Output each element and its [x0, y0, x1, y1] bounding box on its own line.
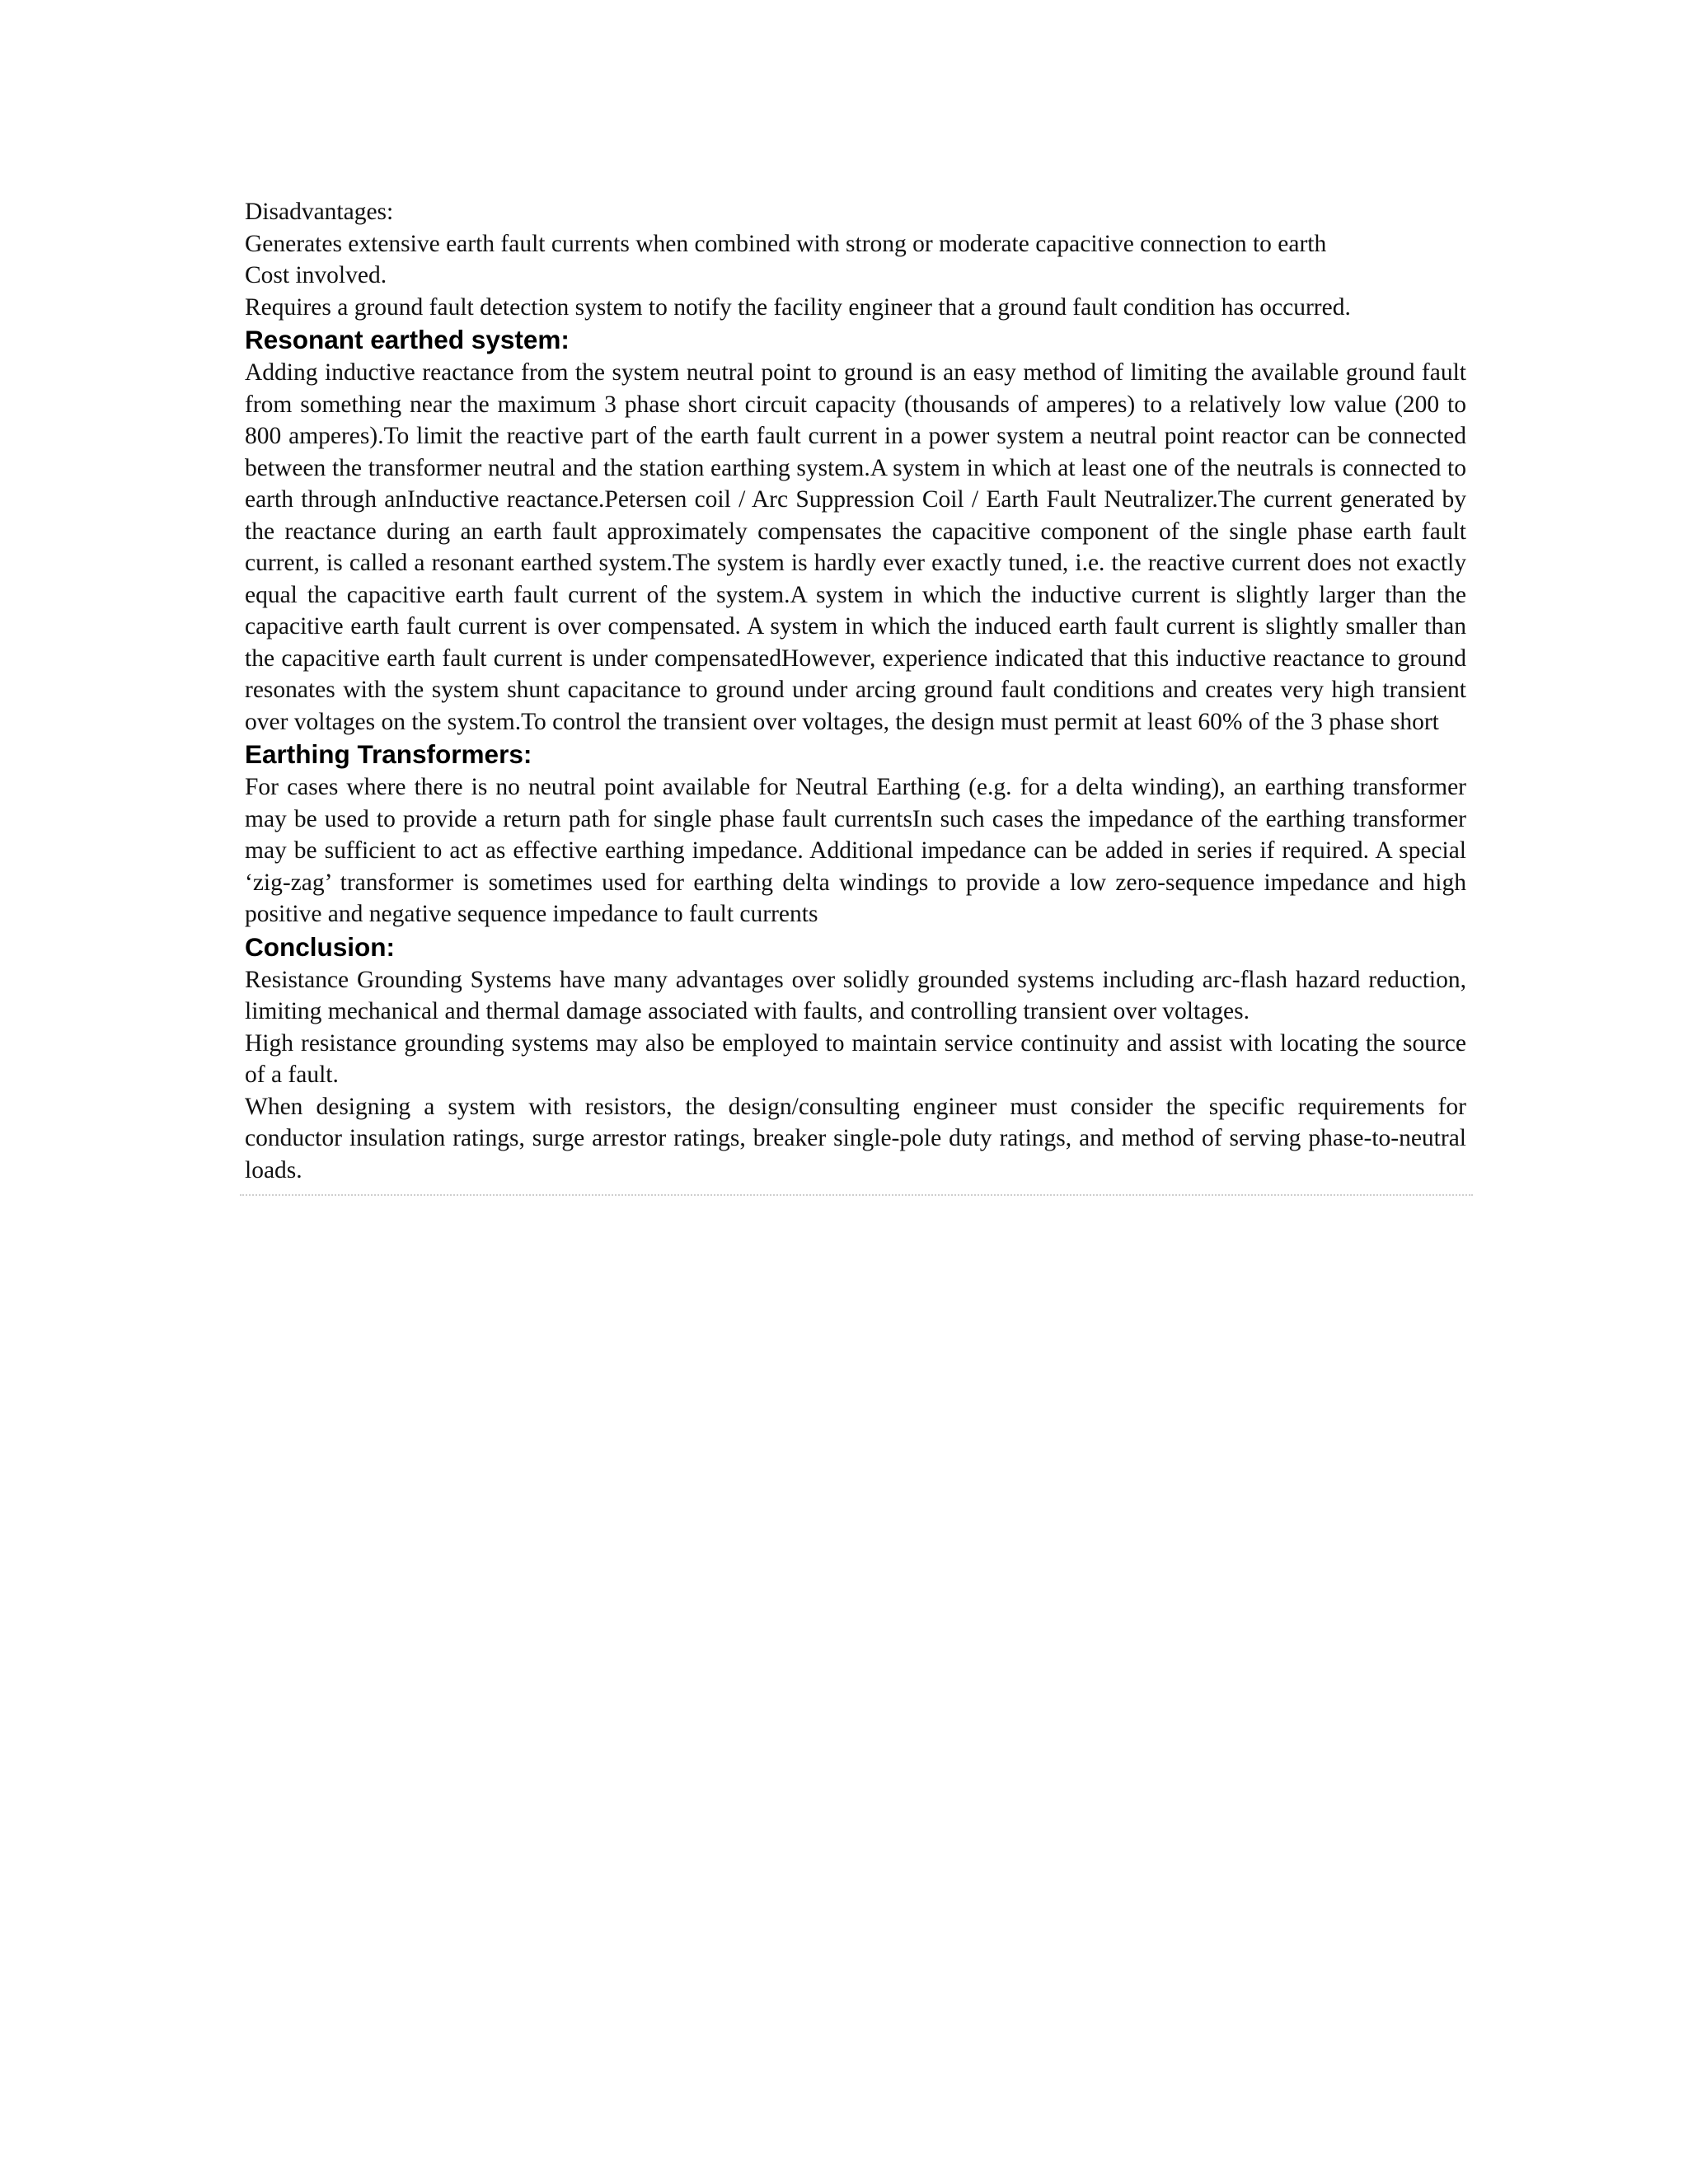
disadvantage-item: Requires a ground fault detection system to notify the facility engineer that a ground fault condition has occurred. [245, 293, 1351, 321]
conclusion-paragraph: When designing a system with resistors, the design/consulting engineer must consider the specific requirements for conductor insulation ratings, surge arrestor ratings, breaker single-pole duty ratings, and method of serving phase-to-neutral loads. [245, 1093, 1466, 1183]
resonant-paragraph: Adding inductive reactance from the system neutral point to ground is an easy method of limiting the available ground fault from something near the maximum 3 phase short circuit capacity (thousands of amperes) to a relatively low value (200 to 800 amperes).To limit the reactive part of the earth fault current in a power system a neutral point reactor can be connected between the transformer neutral and the station earthing system.A system in which at least one of the neutrals is connected to earth through anInductive reactance.Petersen coil / Arc Suppression Coil / Earth Fault Neutralizer.The current generated by the reactance during an earth fault approximately compensates the capacitive component of the single phase earth fault current, is called a resonant earthed system.The system is hardly ever exactly tuned, i.e. the reactive current does not exactly equal the capacitive earth fault current of the system.A system in which the inductive current is slightly larger than the capacitive earth fault current is over compensated. A system in which the induced earth fault current is slightly smaller than the capacitive earth fault current is under compensatedHowever, experience indicated that this inductive reactance to ground resonates with the system shunt capacitance to ground under arcing ground fault conditions and creates very high transient over voltages on the system.To control the transient over voltages, the design must permit at least 60% of the 3 phase short [245, 359, 1466, 735]
earthing-transformers-paragraph: For cases where there is no neutral point available for Neutral Earthing (e.g. for a delta winding), an earthing transformer may be used to provide a return path for single phase fault currentsIn such cases the impedance of the earthing transformer may be sufficient to act as effective earthing impedance. Additional impedance can be added in series if required. A special ‘zig-zag’ transformer is sometimes used for earthing delta windings to provide a low zero-sequence impedance and high positive and negative sequence impedance to fault currents [245, 774, 1466, 927]
document-page [245, 196, 1466, 1196]
disadvantages-label: Disadvantages: [245, 199, 394, 225]
resonant-heading: Resonant earthed system: [245, 325, 570, 354]
disadvantage-item: Cost involved. [245, 262, 387, 288]
conclusion-paragraph: Resistance Grounding Systems have many advantages over solidly grounded systems including arc-flash hazard reduction, limiting mechanical and thermal damage associated with faults, and controlling transient over voltages. [245, 966, 1466, 1024]
conclusion-paragraph: High resistance grounding systems may also be employed to maintain service continuity and assist with locating the source of a fault. [245, 1029, 1466, 1088]
disadvantage-item: Generates extensive earth fault currents when combined with strong or moderate capacitive connection to earth [245, 230, 1327, 257]
conclusion-heading: Conclusion: [245, 931, 395, 962]
earthing-transformers-heading: Earthing Transformers: [245, 739, 532, 769]
footer-divider [240, 1194, 1473, 1196]
